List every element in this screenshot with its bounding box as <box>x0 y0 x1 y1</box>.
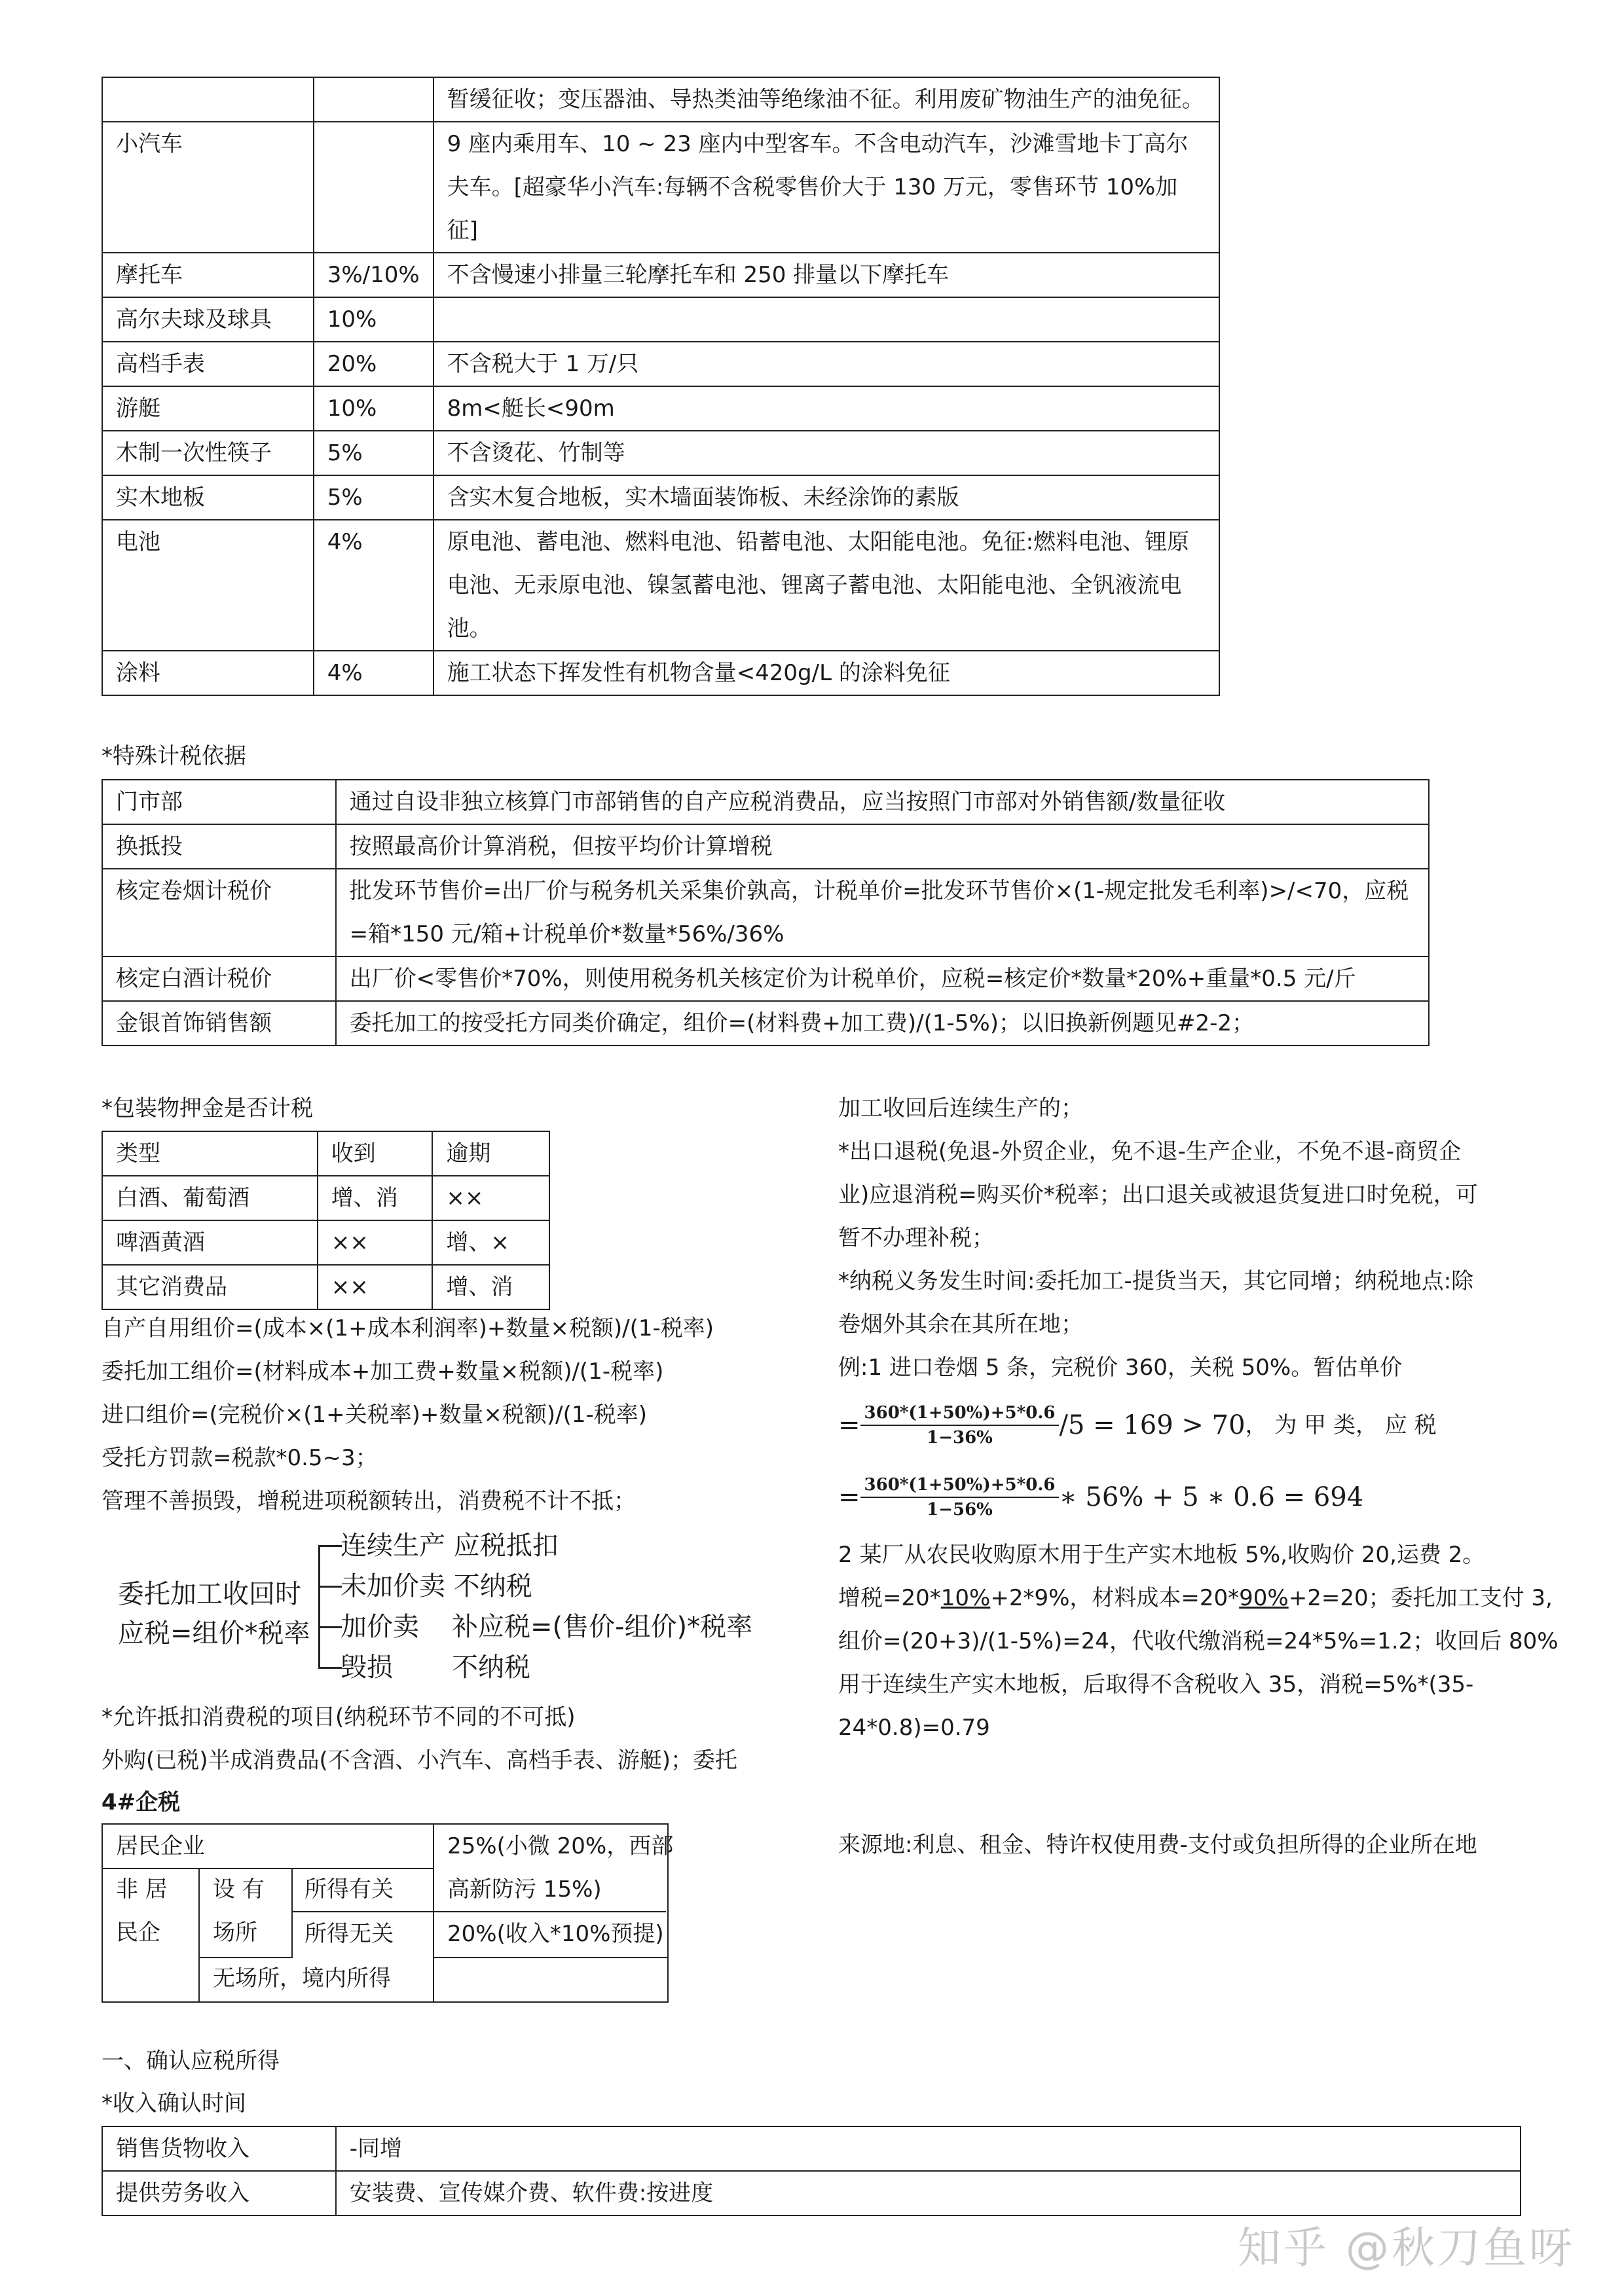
example-2-line: 增税=20*10%+2*9%，材料成本=20*90%+2=20；委托加工支付 3, <box>838 1585 1553 1611</box>
table-row <box>102 122 1219 253</box>
income-text: 安装费、宣传媒介费、软件费:按进度 <box>336 2171 1521 2215</box>
text-line: 加工收回后连续生产的； <box>838 1095 1083 1121</box>
item-note: 含实木复合地板，实木墙面装饰板、未经涂饰的素版 <box>434 475 1219 520</box>
excise-items-table <box>101 77 1220 696</box>
brace-tick <box>318 1667 342 1669</box>
table-cell: 增、消 <box>432 1265 549 1309</box>
cit-unrelated: 所得无关 <box>304 1921 394 1947</box>
consign-branch-2: 未加价卖 不纳税 <box>341 1571 532 1601</box>
table-row <box>102 431 1219 475</box>
special-basis-heading: *特殊计税依据 <box>101 743 246 769</box>
item-name: 木制一次性筷子 <box>102 431 314 475</box>
deductible-line: 外购(已税)半成消费品(不含酒、小汽车、高档手表、游艇)；委托 <box>101 1747 738 1774</box>
formula-line: 进口组价=(完税价×(1+关税率)+数量×税额)/(1-税率) <box>101 1402 648 1428</box>
table-row <box>102 253 1219 297</box>
table-row <box>102 2126 1521 2171</box>
item-note: 原电池、蓄电池、燃料电池、铅蓄电池、太阳能电池。免征:燃料电池、锂原电池、无汞原电池、镍氢蓄电池、锂离子蓄电池、太阳能电池、全钒液流电池。 <box>434 520 1219 651</box>
income-text: -同增 <box>336 2126 1521 2171</box>
special-basis-table <box>101 779 1430 1046</box>
table-row <box>102 1220 549 1265</box>
item-name: 实木地板 <box>102 475 314 520</box>
cit-rate-1b: 高新防污 15%) <box>447 1876 602 1903</box>
formula-line: 自产自用组价=(成本×(1+成本利润率)+数量×税额)/(1-税率) <box>101 1315 714 1341</box>
section-sub: *收入确认时间 <box>101 2090 246 2117</box>
cit-est-b: 场所 <box>213 1920 257 1946</box>
table-header-row <box>102 1131 549 1176</box>
consign-diagram <box>118 1525 805 1702</box>
brace-tick <box>318 1586 342 1588</box>
table-row <box>102 77 1219 122</box>
basis-text: 批发环节售价=出厂价与税务机关采集价孰高，计税单价=批发环节售价×(1-规定批发毛利率)>/<70，应税=箱*150 元/箱+计税单价*数量*56%/36% <box>336 869 1429 957</box>
consign-branch-3a: 加价卖 <box>341 1612 419 1642</box>
deposit-table <box>101 1131 550 1310</box>
table-cell: 其它消费品 <box>102 1265 318 1309</box>
item-name: 涂料 <box>102 651 314 695</box>
item-rate <box>314 122 434 253</box>
deductible-heading: *允许抵扣消费税的项目(纳税环节不同的不可抵) <box>101 1704 576 1730</box>
table-cell: 白酒、葡萄酒 <box>102 1176 318 1220</box>
table-row <box>102 869 1429 957</box>
item-rate: 20% <box>314 342 434 386</box>
table-row <box>102 1176 549 1220</box>
text-line: 业)应退消税=购买价*税率；出口退关或被退货复进口时免税，可 <box>838 1182 1478 1208</box>
table-row <box>102 780 1429 824</box>
item-note: 不含烫花、竹制等 <box>434 431 1219 475</box>
column-header: 逾期 <box>432 1131 549 1176</box>
formula-line: 委托加工组价=(材料成本+加工费+数量×税额)/(1-税率) <box>101 1358 664 1385</box>
text-line: 暂不办理补税； <box>838 1225 994 1251</box>
basis-name: 核定卷烟计税价 <box>102 869 336 957</box>
fraction: $\frac{360*(1+50\%)+5*0.6}{1-36\%}$ <box>860 1401 1060 1449</box>
item-name: 游艇 <box>102 386 314 431</box>
deposit-heading: *包装物押金是否计税 <box>101 1095 313 1121</box>
table-cell: 增、× <box>432 1220 549 1265</box>
column-header: 收到 <box>318 1131 433 1176</box>
item-name: 摩托车 <box>102 253 314 297</box>
formula-list <box>101 1307 714 1523</box>
cit-nonres-a: 非 居 <box>116 1876 168 1903</box>
item-rate: 10% <box>314 297 434 342</box>
item-rate: 4% <box>314 651 434 695</box>
cit-resident: 居民企业 <box>116 1833 205 1859</box>
brace-tick <box>318 1545 342 1547</box>
column-header: 类型 <box>102 1131 318 1176</box>
item-name: 高尔夫球及球具 <box>102 297 314 342</box>
table-row <box>102 475 1219 520</box>
item-note: 不含税大于 1 万/只 <box>434 342 1219 386</box>
table-row <box>102 2171 1521 2215</box>
item-note <box>434 297 1219 342</box>
basis-text: 通过自设非独立核算门市部销售的自产应税消费品，应当按照门市部对外销售额/数量征收 <box>336 780 1429 824</box>
table-row <box>102 520 1219 651</box>
fraction: $\frac{360*(1+50\%)+5*0.6}{1-56\%}$ <box>860 1473 1060 1522</box>
consign-left-1: 委托加工收回时 <box>118 1579 301 1609</box>
consign-branch-3b: 补应税=(售价-组价)*税率 <box>452 1612 753 1642</box>
item-rate: 5% <box>314 475 434 520</box>
cit-no-est: 无场所，境内所得 <box>213 1965 391 1992</box>
example-1: 例:1 进口卷烟 5 条，完税价 360，关税 50%。暂估单价 <box>838 1355 1403 1381</box>
formula-1 <box>838 1389 1539 1461</box>
formula-line: 管理不善损毁，增税进项税额转出，消费税不计不抵； <box>101 1488 636 1514</box>
right-column <box>838 1087 1559 1749</box>
cit-rate-1a: 25%(小微 20%，西部 <box>447 1833 674 1859</box>
item-rate <box>314 77 434 122</box>
cit-heading: 4#企税 <box>101 1789 181 1815</box>
table-cell: ×× <box>318 1265 433 1309</box>
table-row <box>102 386 1219 431</box>
item-name <box>102 77 314 122</box>
consign-branch-4a: 毁损 <box>341 1652 393 1683</box>
brace-tick <box>318 1626 342 1628</box>
item-rate: 5% <box>314 431 434 475</box>
formula-tail: ， 为 甲 类， 应 税 <box>1245 1412 1437 1438</box>
cit-nonres-b: 民企 <box>116 1920 160 1946</box>
example-2-line: 用于连续生产实木地板，后取得不含税收入 35，消税=5%*(35- <box>838 1671 1474 1698</box>
text-line: *纳税义务发生时间:委托加工-提货当天，其它同增；纳税地点:除 <box>838 1268 1474 1294</box>
item-note: 9 座内乘用车、10 ~ 23 座内中型客车。不含电动汽车，沙滩雪地卡丁高尔夫车。[超豪华小汽车:每辆不含税零售价大于 130 万元，零售环节 10%加征] <box>434 122 1219 253</box>
text-line: 卷烟外其余在其所在地； <box>838 1311 1083 1338</box>
table-cell: ×× <box>318 1220 433 1265</box>
item-note: 不含慢速小排量三轮摩托车和 250 排量以下摩托车 <box>434 253 1219 297</box>
cit-rate-2: 20%(收入*10%预提) <box>447 1921 664 1947</box>
item-note: 施工状态下挥发性有机物含量<420g/L 的涂料免征 <box>434 651 1219 695</box>
income-timing-table <box>101 2126 1521 2216</box>
formula-line: 受托方罚款=税款*0.5~3； <box>101 1445 378 1471</box>
item-name: 电池 <box>102 520 314 651</box>
basis-name: 金银首饰销售额 <box>102 1001 336 1046</box>
table-cell: 增、消 <box>318 1176 433 1220</box>
cit-related: 所得有关 <box>304 1876 394 1903</box>
eq-sign: = <box>838 1410 860 1440</box>
cit-table <box>101 1823 674 2003</box>
table-row <box>102 957 1429 1001</box>
table-row <box>102 651 1219 695</box>
basis-text: 委托加工的按受托方同类价确定，组价=(材料费+加工费)/(1-5%)；以旧换新例题见#2-2； <box>336 1001 1429 1046</box>
item-name: 小汽车 <box>102 122 314 253</box>
formula-result: ∗ 56% + 5 ∗ 0.6 = 694 <box>1059 1482 1364 1512</box>
table-row <box>102 824 1429 869</box>
item-note: 8m<艇长<90m <box>434 386 1219 431</box>
example-2-line: 24*0.8)=0.79 <box>838 1715 990 1741</box>
watermark: 知乎 @秋刀鱼呀 <box>1238 2223 1575 2273</box>
brace <box>318 1545 320 1667</box>
item-rate: 4% <box>314 520 434 651</box>
table-cell: ×× <box>432 1176 549 1220</box>
basis-name: 门市部 <box>102 780 336 824</box>
table-row <box>102 1001 1429 1046</box>
text-line: *出口退税(免退-外贸企业，免不退-生产企业，不免不退-商贸企 <box>838 1139 1462 1165</box>
basis-name: 核定白酒计税价 <box>102 957 336 1001</box>
eq-sign: = <box>838 1482 860 1512</box>
income-name: 销售货物收入 <box>102 2126 336 2171</box>
table-row <box>102 297 1219 342</box>
item-rate: 3%/10% <box>314 253 434 297</box>
cit-est-a: 设 有 <box>213 1876 265 1903</box>
item-rate: 10% <box>314 386 434 431</box>
basis-text: 出厂价<零售价*70%，则使用税务机关核定价为计税单价，应税=核定价*数量*20%+重量*0.5 元/斤 <box>336 957 1429 1001</box>
example-2-line: 组价=(20+3)/(1-5%)=24，代收代缴消税=24*5%=1.2；收回后 80% <box>838 1628 1559 1654</box>
income-name: 提供劳务收入 <box>102 2171 336 2215</box>
basis-text: 按照最高价计算消税，但按平均价计算增税 <box>336 824 1429 869</box>
table-row <box>102 342 1219 386</box>
section-title: 一、确认应税所得 <box>101 2048 280 2074</box>
source-line: 来源地:利息、租金、特许权使用费-支付或负担所得的企业所在地 <box>838 1832 1477 1858</box>
table-row <box>102 1265 549 1309</box>
consign-left-2: 应税=组价*税率 <box>118 1618 310 1649</box>
table-cell: 啤酒黄酒 <box>102 1220 318 1265</box>
item-name: 高档手表 <box>102 342 314 386</box>
consign-branch-4b: 不纳税 <box>452 1652 530 1683</box>
item-note: 暂缓征收；变压器油、导热类油等绝缘油不征。利用废矿物油生产的油免征。 <box>434 77 1219 122</box>
formula-2 <box>838 1461 1539 1533</box>
consign-branch-1: 连续生产 应税抵扣 <box>341 1531 559 1561</box>
formula-result: /5 = 169 > 70 <box>1059 1410 1246 1440</box>
basis-name: 换抵投 <box>102 824 336 869</box>
example-2-line: 2 某厂从农民收购原木用于生产实木地板 5%,收购价 20,运费 2。 <box>838 1542 1485 1568</box>
